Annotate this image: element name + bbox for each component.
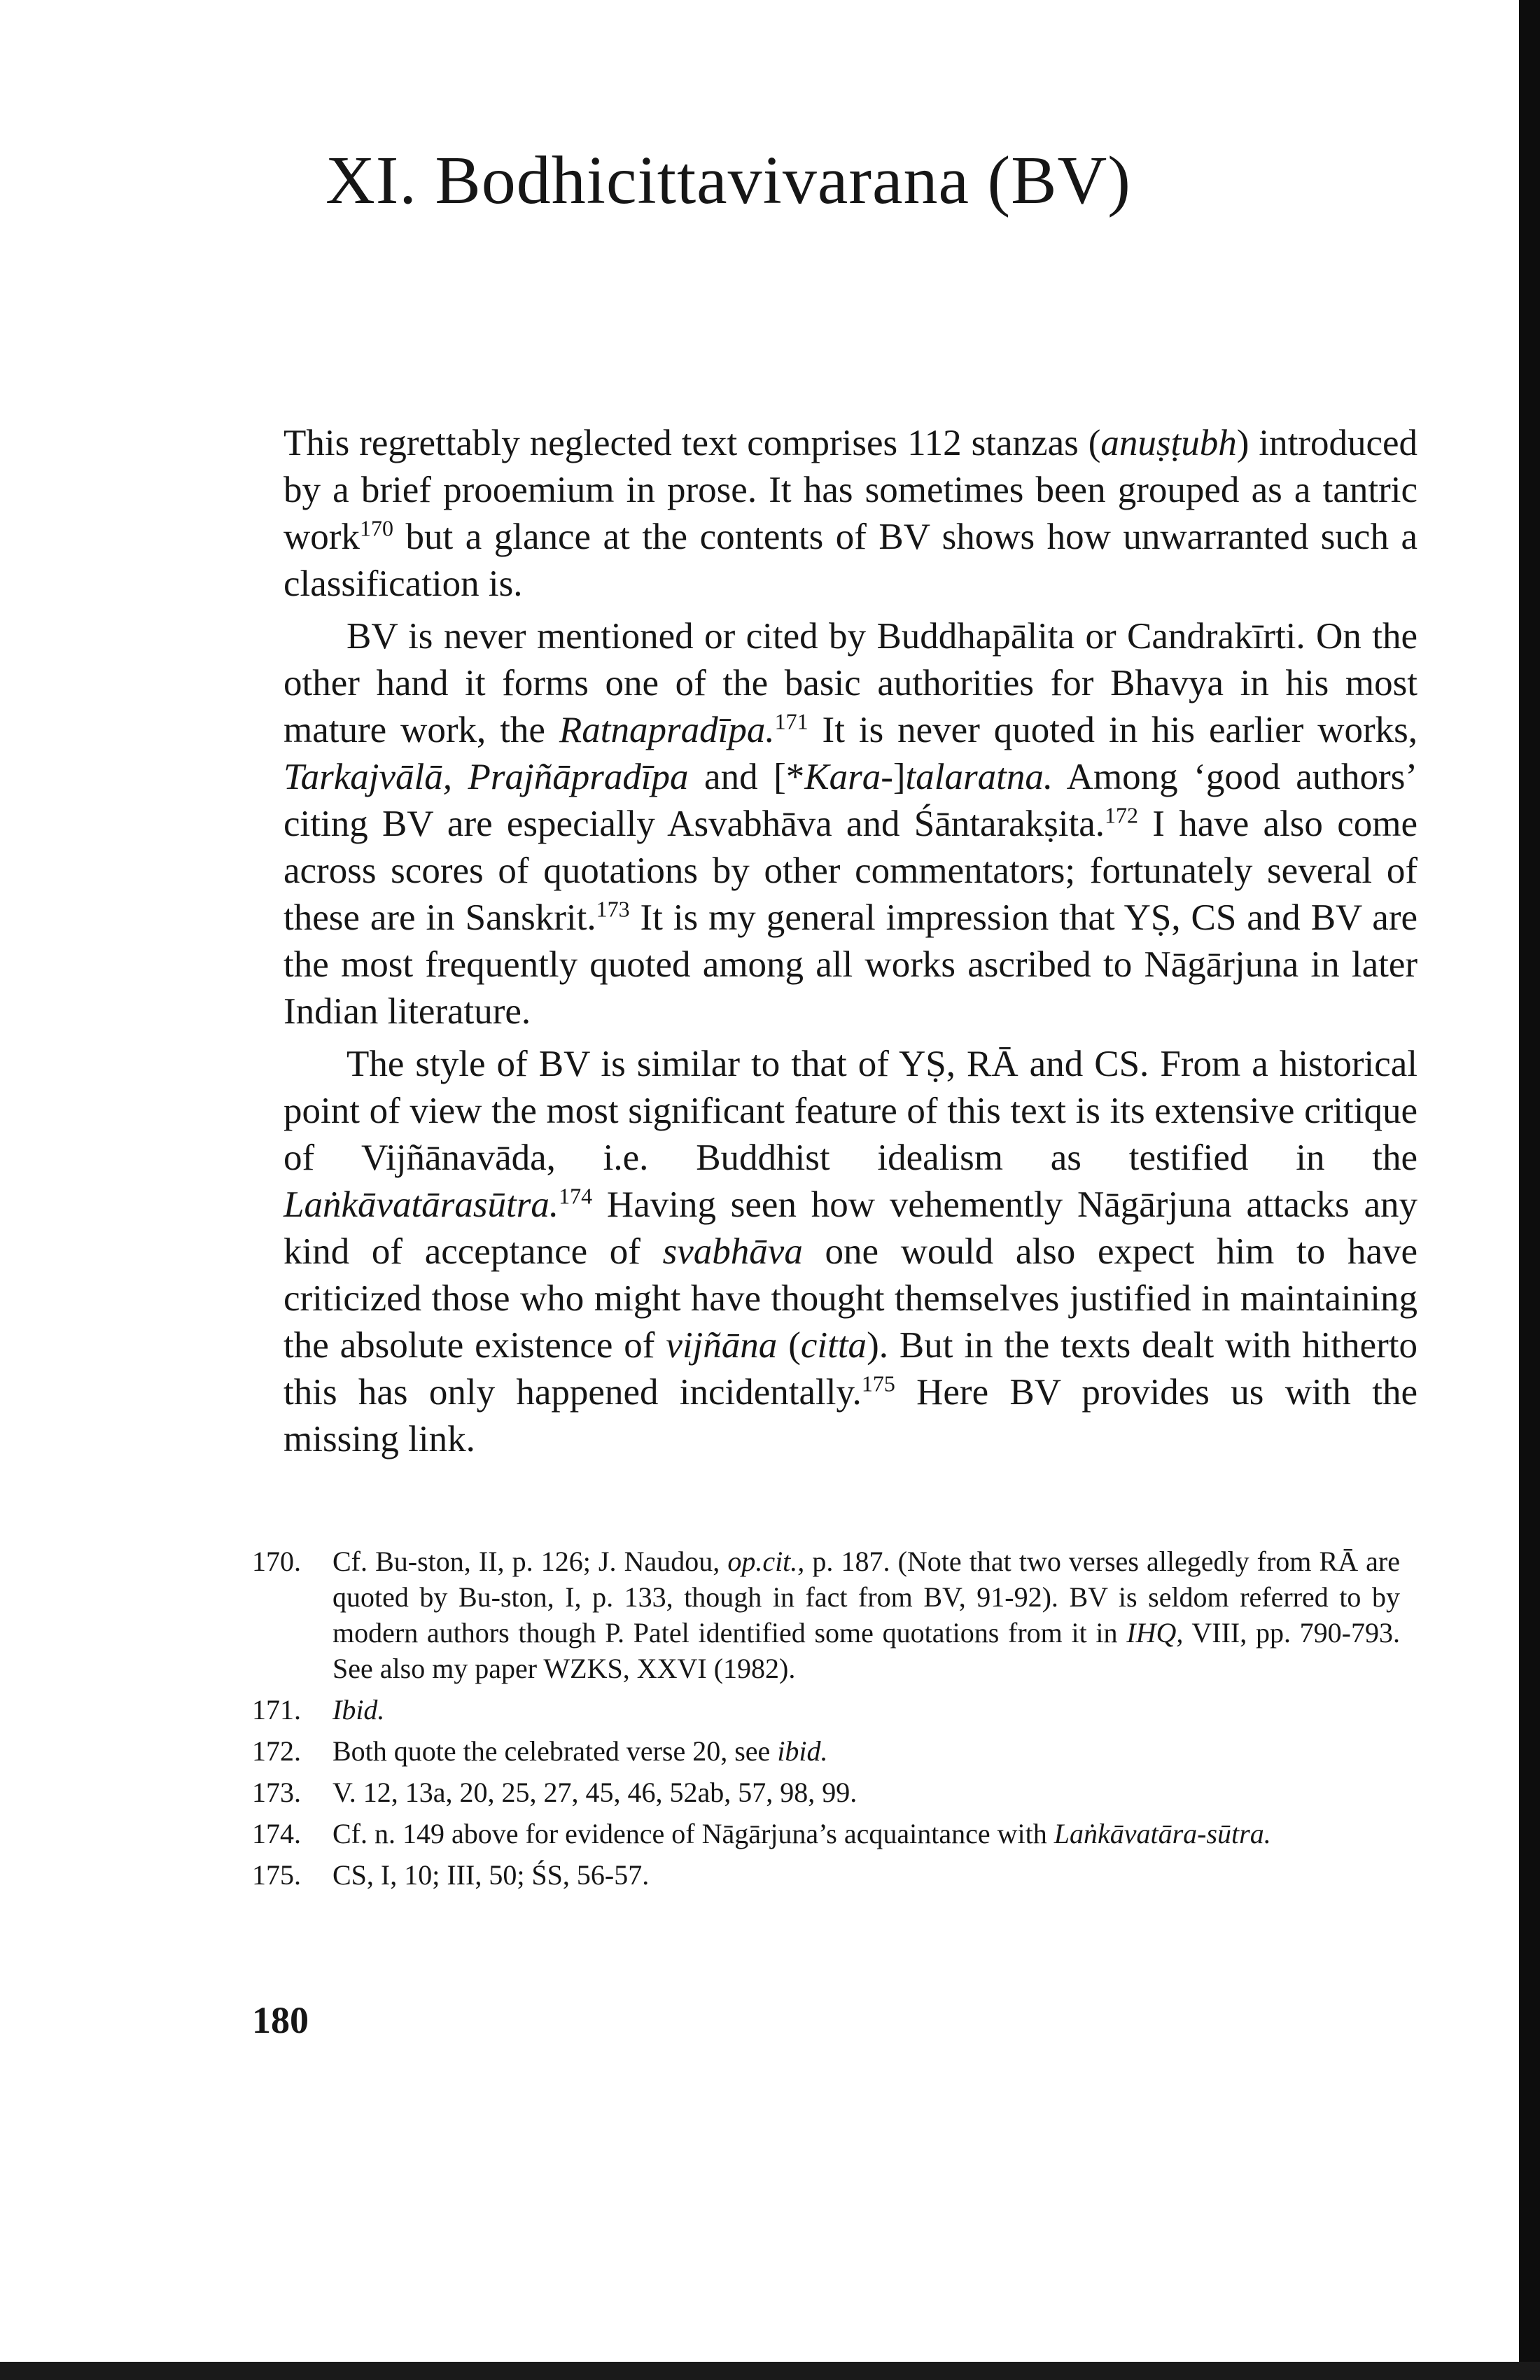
footnote-text: Ibid. bbox=[332, 1694, 385, 1726]
footnote-text: Both quote the celebrated verse 20, see ibid. bbox=[332, 1735, 828, 1767]
footnote-172 bbox=[252, 1733, 1400, 1769]
footnote-174 bbox=[252, 1816, 1400, 1851]
page-edge-shadow-bottom bbox=[0, 2362, 1540, 2380]
footnote-number: 174. bbox=[252, 1818, 301, 1849]
footnote-number: 175. bbox=[252, 1859, 301, 1891]
footnote-number: 172. bbox=[252, 1735, 301, 1767]
footnote-text: CS, I, 10; III, 50; ŚS, 56-57. bbox=[332, 1859, 650, 1891]
paragraph-1: This regrettably neglected text comprises 112 stanzas (anuṣṭubh) introduced by a brief prooemium in prose. It has sometimes been grouped as a tantric work$^{170}$ but a glance at the contents of BV shows how unwarranted such a classification is. bbox=[284, 423, 1418, 604]
page-number: 180 bbox=[252, 1999, 309, 2041]
paragraph-2: BV is never mentioned or cited by Buddhapālita or Candrakīrti. On the other hand it forms one of the basic authorities for Bhavya in his most mature work, the Ratnapradīpa.$^{171}$ It is never quoted in his earlier works, Tarkajvālā, Prajñāpradīpa and [*Kara-]talaratna. Among ‘good authors’ citing BV are especially Asvabhāva and Śāntarakṣita.$^{172}$ I have also come across scores of quotations by other commentators; fortunately several of these are in Sanskrit.$^{173}$ It is my general impression that YṢ, CS and BV are the most frequently quoted among all works ascribed to Nāgārjuna in later Indian literature. bbox=[284, 616, 1418, 1032]
footnote-number: 170. bbox=[252, 1546, 301, 1577]
main-body-text bbox=[284, 420, 1418, 1463]
page-edge-shadow-right bbox=[1519, 0, 1540, 2380]
footnote-170 bbox=[252, 1544, 1400, 1686]
footnote-175 bbox=[252, 1857, 1400, 1893]
footnote-number: 171. bbox=[252, 1694, 301, 1726]
footnotes bbox=[252, 1544, 1400, 1898]
chapter-title: XI. Bodhicittavivarana (BV) bbox=[326, 143, 1131, 218]
paragraph-3: The style of BV is similar to that of YṢ, RĀ and CS. From a historical point of view the most significant feature of this text is its extensive critique of Vijñānavāda, i.e. Buddhist idealism as testified in the Laṅkāvatārasūtra.$^{174}$ Having seen how vehemently Nāgārjuna attacks any kind of acceptance of svabhāva one would also expect him to have criticized those who might have thought themselves justified in maintaining the absolute existence of vijñāna (citta). But in the texts dealt with hitherto this has only happened incidentally.$^{175}$ Here BV provides us with the missing link. bbox=[284, 1044, 1418, 1460]
footnote-173 bbox=[252, 1774, 1400, 1810]
footnote-text: Cf. Bu-ston, II, p. 126; J. Naudou, op.cit., p. 187. (Note that two verses allegedly from RĀ are quoted by Bu-ston, I, p. 133, though in fact from BV, 91-92). BV is seldom referred to by modern authors though P. Patel identified some quotations from it in IHQ, VIII, pp. 790-793. See also my paper WZKS, XXVI (1982). bbox=[332, 1546, 1401, 1684]
footnote-text: Cf. n. 149 above for evidence of Nāgārjuna’s acquaintance with Laṅkāvatāra-sūtra. bbox=[332, 1818, 1271, 1849]
footnote-number: 173. bbox=[252, 1777, 301, 1808]
footnote-text: V. 12, 13a, 20, 25, 27, 45, 46, 52ab, 57, 98, 99. bbox=[332, 1777, 858, 1808]
footnote-171 bbox=[252, 1692, 1400, 1728]
